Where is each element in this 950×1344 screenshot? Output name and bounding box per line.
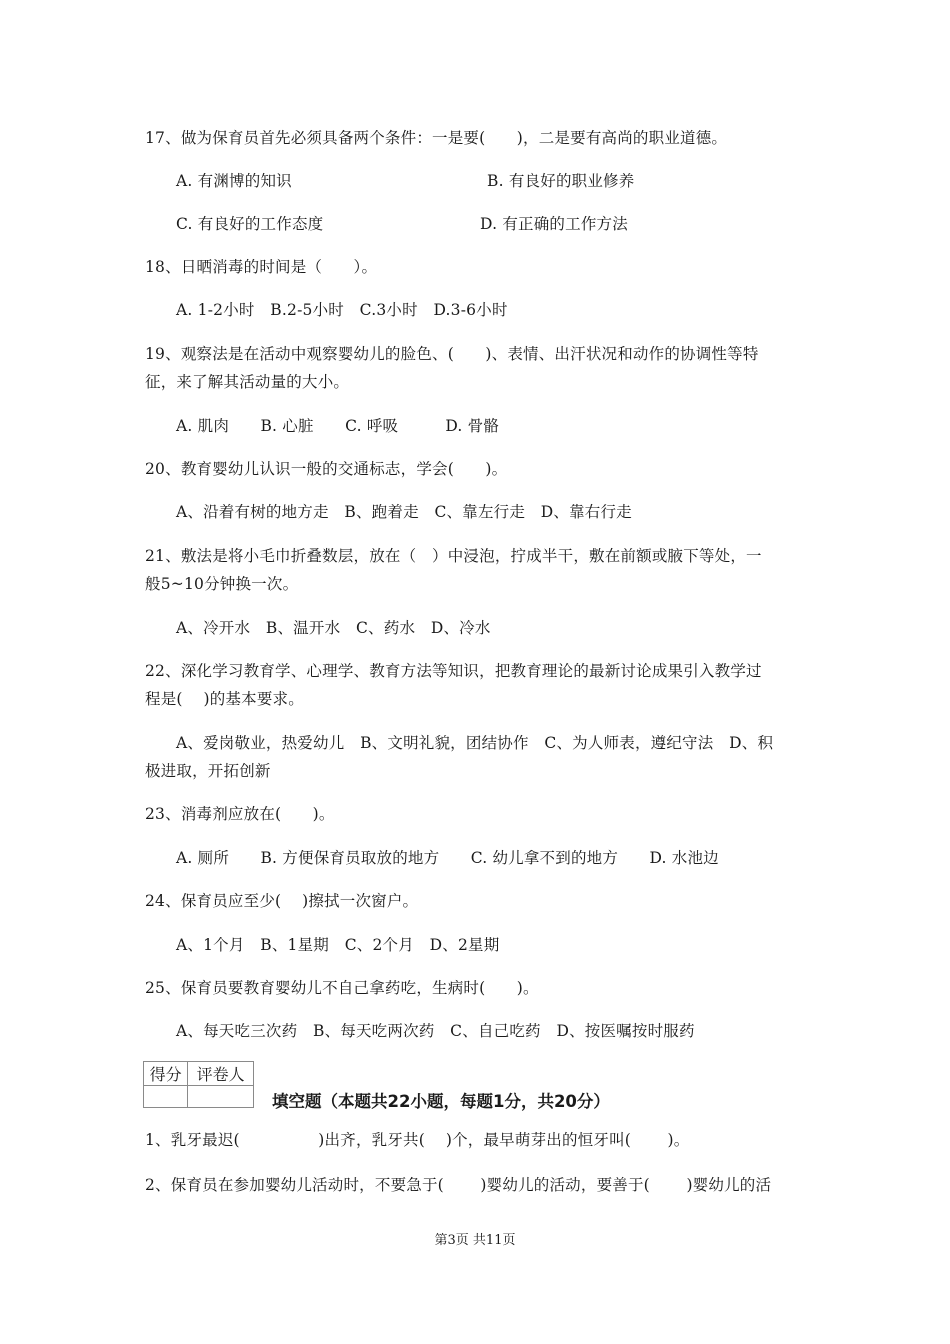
fill-question-2: 2、保育员在参加婴幼儿活动时，不要急于( )婴幼儿的活动，要善于( )婴幼儿的活 [145, 1176, 772, 1194]
q21-options: A、冷开水 B、温开水 C、药水 D、冷水 [176, 619, 491, 637]
question-21-cont: 般5~10分钟换一次。 [145, 575, 299, 593]
q18-options: A. 1-2小时 B.2-5小时 C.3小时 D.3-6小时 [176, 301, 508, 319]
q25-options: A、每天吃三次药 B、每天吃两次药 C、自己吃药 D、按医嘱按时服药 [176, 1022, 695, 1040]
q22-options: A、爱岗敬业，热爱幼儿 B、文明礼貌，团结协作 C、为人师表，遵纪守法 D、积 [176, 734, 774, 752]
grader-cell [188, 1086, 254, 1108]
q17-option-a: A. 有渊博的知识 [176, 172, 292, 190]
question-24: 24、保育员应至少( )擦拭一次窗户。 [145, 892, 419, 910]
q22-options-cont: 极进取，开拓创新 [145, 762, 271, 780]
score-label: 得分 [144, 1062, 188, 1086]
question-25: 25、保育员要教育婴幼儿不自己拿药吃，生病时( )。 [145, 979, 539, 997]
fill-question-1: 1、乳牙最迟( )出齐，乳牙共( )个，最早萌芽出的恒牙叫( )。 [145, 1131, 690, 1149]
q17-option-b: B. 有良好的职业修养 [487, 172, 635, 190]
q19-options: A. 肌肉 B. 心脏 C. 呼吸 D. 骨骼 [176, 417, 500, 435]
question-18: 18、日晒消毒的时间是（ ）。 [145, 258, 378, 276]
q17-option-c: C. 有良好的工作态度 [176, 215, 324, 233]
question-22-cont: 程是( )的基本要求。 [145, 690, 304, 708]
q23-options: A. 厕所 B. 方便保育员取放的地方 C. 幼儿拿不到的地方 D. 水池边 [176, 849, 719, 867]
q17-option-d: D. 有正确的工作方法 [480, 215, 628, 233]
page-footer: 第3页 共11页 [434, 1233, 516, 1248]
q24-options: A、1个月 B、1星期 C、2个月 D、2星期 [176, 936, 500, 954]
score-box [143, 1061, 254, 1108]
question-22: 22、深化学习教育学、心理学、教育方法等知识，把教育理论的最新讨论成果引入教学过 [145, 662, 762, 680]
question-23: 23、消毒剂应放在( )。 [145, 805, 335, 823]
question-19: 19、观察法是在活动中观察婴幼儿的脸色、( )、表情、出汗状况和动作的协调性等特 [145, 345, 759, 363]
section-title: 填空题（本题共22小题，每题1分，共20分） [272, 1092, 610, 1111]
question-19-cont: 征，来了解其活动量的大小。 [145, 373, 350, 391]
question-21: 21、敷法是将小毛巾折叠数层，放在（ ）中浸泡，拧成半干，敷在前额或腋下等处，一 [145, 547, 762, 565]
question-17: 17、做为保育员首先必须具备两个条件：一是要( )，二是要有高尚的职业道德。 [145, 129, 728, 147]
score-cell [144, 1086, 188, 1108]
q20-options: A、沿着有树的地方走 B、跑着走 C、靠左行走 D、靠右行走 [176, 503, 632, 521]
question-20: 20、教育婴幼儿认识一般的交通标志，学会( )。 [145, 460, 508, 478]
grader-label: 评卷人 [188, 1062, 254, 1086]
